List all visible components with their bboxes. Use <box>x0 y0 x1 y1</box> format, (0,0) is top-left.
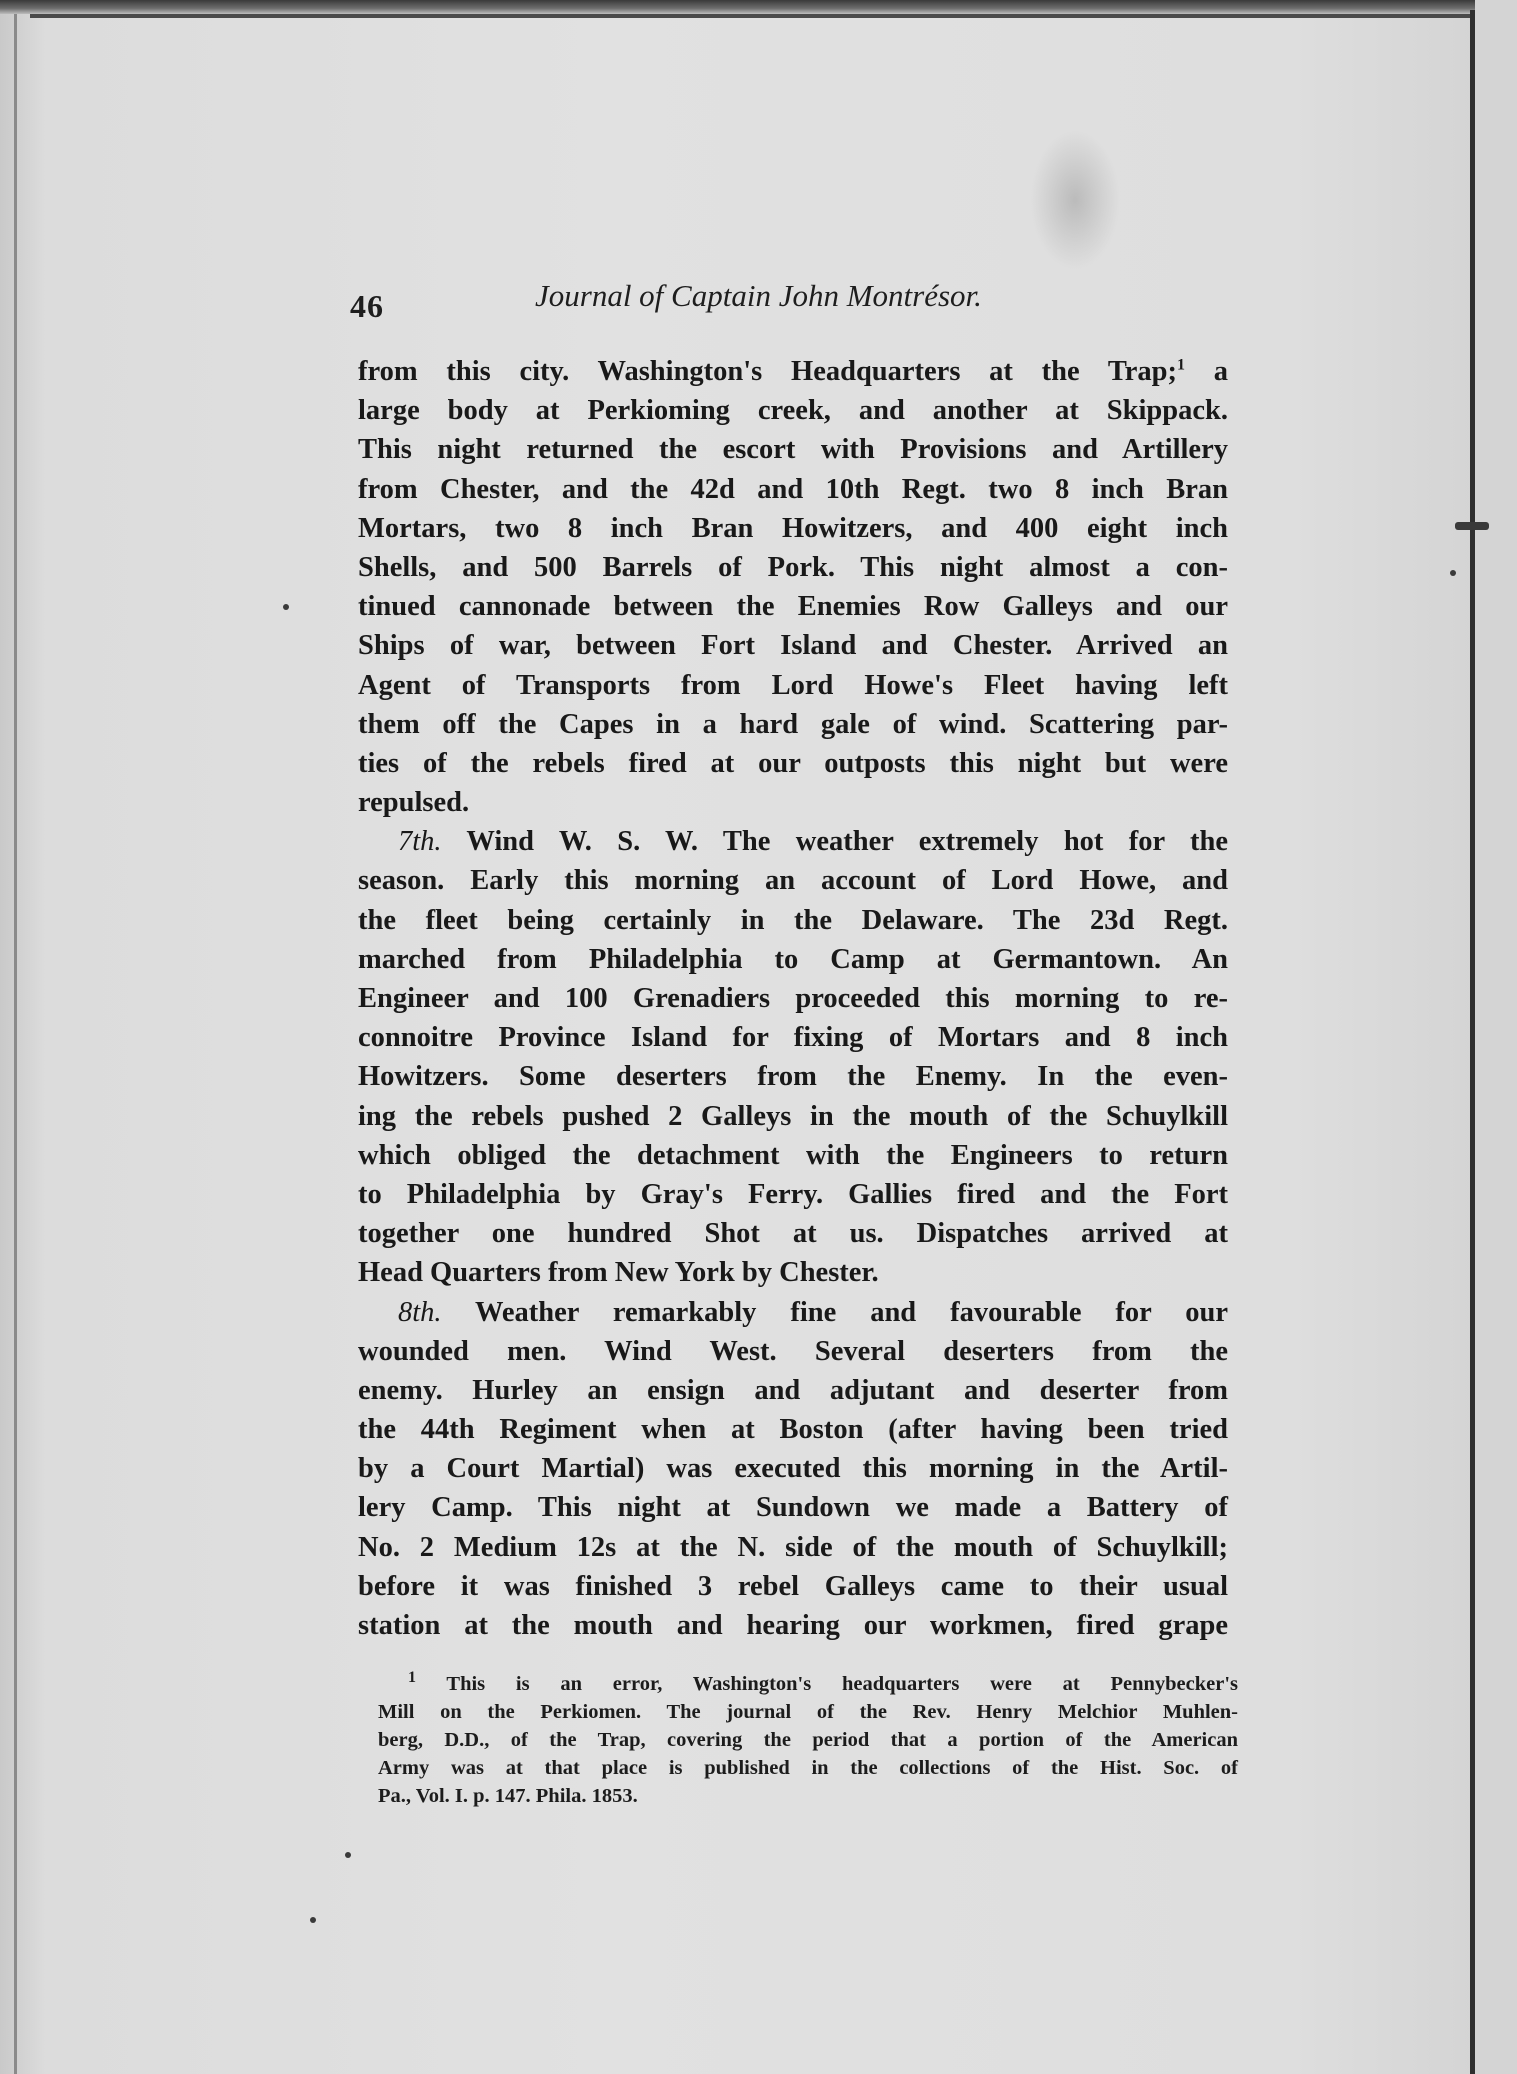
text-line: large body at Perkioming creek, and another at Skippack. <box>358 395 1228 427</box>
text-line: tinued cannonade between the Enemies Row Galleys and our <box>358 591 1228 623</box>
entry-date: 8th. <box>398 1296 442 1328</box>
footnote <box>378 1670 1238 1810</box>
text-line: station at the mouth and hearing our workmen, fired grape <box>358 1610 1228 1641</box>
footnote-line: Pa., Vol. I. p. 147. Phila. 1853. <box>378 1785 638 1807</box>
text-line: from this city. Washington's Headquarters at the Trap;$^1$ a <box>358 356 1228 387</box>
left-border-rule <box>14 14 17 2074</box>
footnote-marker: 1 <box>408 1669 416 1687</box>
text-line: them off the Capes in a hard gale of wind. Scattering par- <box>358 708 1228 740</box>
running-head: Journal of Captain John Montrésor. <box>535 278 982 313</box>
text-line: the fleet being certainly in the Delaware. The 23d Regt. <box>358 904 1228 936</box>
text-line: Head Quarters from New York by Chester. <box>358 1257 879 1289</box>
text-line: which obliged the detachment with the Engineers to return <box>358 1139 1228 1171</box>
text-line: connoitre Province Island for fixing of Mortars and 8 inch <box>358 1022 1228 1054</box>
text-line: together one hundred Shot at us. Dispatches arrived at <box>358 1218 1228 1250</box>
text-line: to Philadelphia by Gray's Ferry. Gallies fired and the Fort <box>358 1178 1228 1210</box>
body-text <box>358 352 1228 1645</box>
text-line: Mortars, two 8 inch Bran Howitzers, and 400 eight inch <box>358 512 1228 544</box>
text-line: the 44th Regiment when at Boston (after having been tried <box>358 1414 1228 1446</box>
text-line: from Chester, and the 42d and 10th Regt. two 8 inch Bran <box>358 473 1228 505</box>
text-line: Howitzers. Some deserters from the Enemy. In the even- <box>358 1061 1228 1093</box>
text-line: 8th. Weather remarkably fine and favourable for our <box>398 1296 1228 1328</box>
footnote-line: Mill on the Perkiomen. The journal of the Rev. Henry Melchior Muhlen- <box>378 1701 1238 1723</box>
page-top-edge <box>0 0 1517 14</box>
page-number: 46 <box>350 288 384 324</box>
text-line: wounded men. Wind West. Several deserters from the <box>358 1335 1228 1367</box>
dust-speck <box>283 604 289 610</box>
ink-smudge <box>1030 130 1120 270</box>
dust-speck <box>310 1917 316 1923</box>
text-line: Agent of Transports from Lord Howe's Fleet having left <box>358 669 1228 701</box>
text-line: This night returned the escort with Provisions and Artillery <box>358 434 1228 466</box>
top-border-rule <box>30 14 1470 18</box>
text-line: Engineer and 100 Grenadiers proceeded this morning to re- <box>358 983 1228 1014</box>
text-line: repulsed. <box>358 787 470 819</box>
text-line: ties of the rebels fired at our outposts this night but were <box>358 747 1228 779</box>
footnote-line: Army was at that place is published in the collections of the Hist. Soc. of <box>378 1757 1238 1779</box>
text-line: before it was finished 3 rebel Galleys came to their usual <box>358 1570 1228 1602</box>
text-line: lery Camp. This night at Sundown we made a Battery of <box>358 1492 1228 1524</box>
text-line: ing the rebels pushed 2 Galleys in the mouth of the Schuylkill <box>358 1100 1228 1132</box>
footnote-line: berg, D.D., of the Trap, covering the period that a portion of the American <box>378 1729 1238 1751</box>
text-line: 7th. Wind W. S. W. The weather extremely hot for the <box>398 826 1228 858</box>
text-line: marched from Philadelphia to Camp at Germantown. An <box>358 943 1228 975</box>
footnote-line: $^1$ This is an error, Washington's headquarters were at Pennybecker's <box>408 1669 1238 1695</box>
text-line: No. 2 Medium 12s at the N. side of the mouth of Schuylkill; <box>358 1531 1228 1563</box>
right-border-rule <box>1470 10 1475 2074</box>
dust-speck <box>1450 570 1456 576</box>
text-line: enemy. Hurley an ensign and adjutant and deserter from <box>358 1374 1228 1406</box>
right-margin-strip <box>1475 0 1517 2074</box>
dust-speck <box>345 1852 351 1858</box>
footnote-reference: 1 <box>1177 356 1185 374</box>
entry-date: 7th. <box>398 826 442 858</box>
text-line: by a Court Martial) was executed this morning in the Artil- <box>358 1453 1228 1485</box>
text-line: Ships of war, between Fort Island and Chester. Arrived an <box>358 630 1228 662</box>
text-line: season. Early this morning an account of Lord Howe, and <box>358 865 1228 897</box>
binding-tick-mark <box>1455 522 1489 530</box>
text-line: Shells, and 500 Barrels of Pork. This night almost a con- <box>358 551 1228 583</box>
page-header <box>350 278 1030 328</box>
